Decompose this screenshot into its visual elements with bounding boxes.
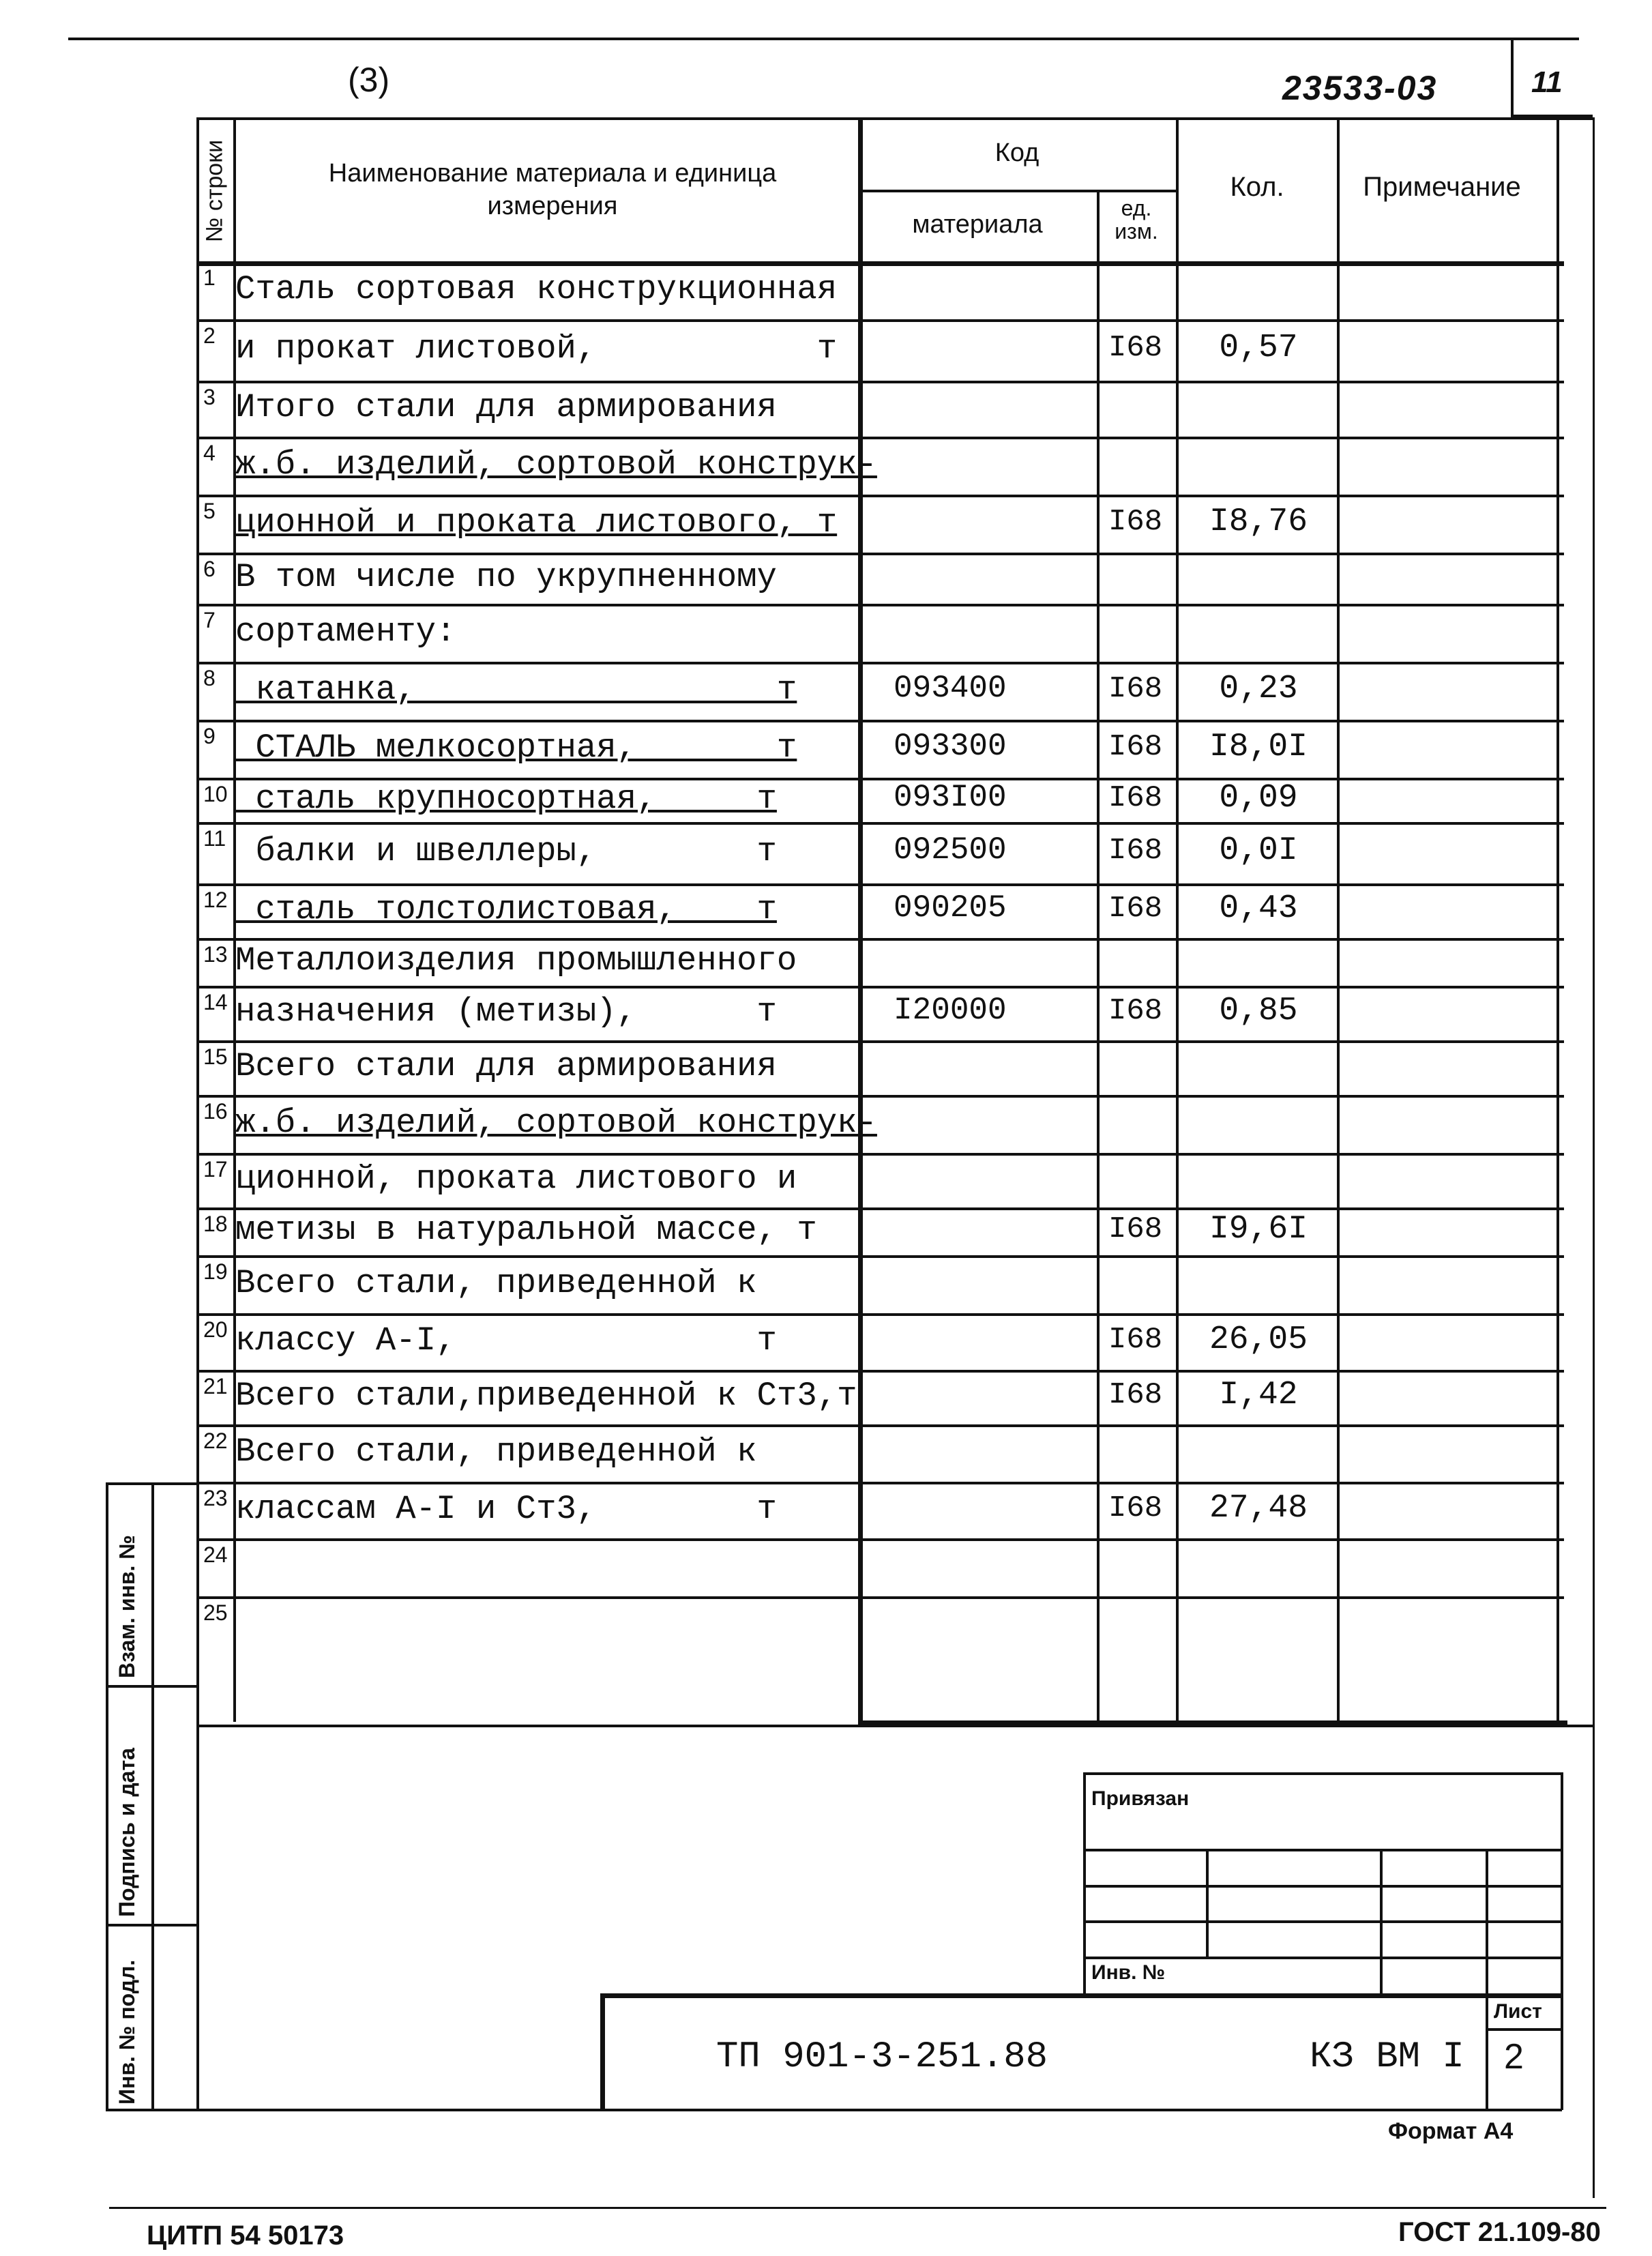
material-name: сортаменту: [235, 612, 456, 651]
sheet-value: 2 [1504, 2037, 1524, 2077]
quantity: I8,76 [1209, 503, 1308, 540]
sheet-label-line [1486, 2028, 1561, 2031]
material-name: сталь толстолистовая, т [235, 890, 777, 928]
row-separator [196, 1207, 1564, 1210]
row-number: 14 [203, 990, 228, 1014]
left-frame-border [196, 117, 199, 2109]
row-separator [196, 437, 1564, 439]
row-separator [196, 495, 1564, 497]
quantity: I9,6I [1209, 1211, 1308, 1248]
row-separator [196, 1596, 1564, 1599]
row-number: 11 [203, 826, 226, 851]
table-top-border [196, 117, 1595, 120]
material-name: Всего стали, приведенной к [235, 1263, 757, 1302]
material-name: Всего стали для армирования [235, 1047, 777, 1085]
row-number: 22 [203, 1429, 228, 1453]
row-separator [196, 720, 1564, 722]
unit-code: I68 [1108, 994, 1163, 1028]
top-border-line [68, 38, 1579, 40]
unit-code: I68 [1108, 834, 1163, 868]
quantity: 0,0I [1219, 832, 1298, 869]
header-bottom-border [196, 261, 1564, 266]
stamp-grid-h3 [1083, 1920, 1561, 1923]
row-number: 13 [203, 942, 228, 967]
row-number: 21 [203, 1374, 228, 1398]
stamp-attached-left [1083, 1772, 1086, 1994]
side-block-sep1 [106, 1685, 196, 1688]
material-code-header: материала [912, 210, 1043, 239]
material-name: ж.б. изделий, сортовой конструк- [235, 1103, 877, 1142]
material-name: сталь крупносортная, т [235, 779, 777, 818]
code-header: Код [994, 138, 1039, 167]
row-separator [196, 986, 1564, 988]
name-header: Наименование материала и единица измерения [328, 159, 777, 220]
row-separator [196, 1424, 1564, 1427]
material-code: 093I00 [894, 779, 1007, 815]
row-number: 5 [203, 499, 216, 523]
material-name: балки и швеллеры, т [235, 832, 777, 870]
row-separator [196, 1313, 1564, 1316]
sheet-box-divider [1511, 38, 1514, 116]
row-separator [196, 1153, 1564, 1156]
title-block-top [600, 1993, 1562, 1998]
quantity-header: Кол. [1230, 172, 1284, 202]
document-mark: КЗ ВМ I [1310, 2036, 1464, 2078]
material-name: Всего стали,приведенной к Ст3,т [235, 1377, 857, 1415]
row-number: 25 [203, 1600, 228, 1625]
document-code: 23533-03 [1282, 69, 1438, 107]
material-name: СТАЛЬ мелкосортная, т [235, 728, 797, 767]
row-number: 1 [203, 265, 216, 290]
unit-code: I68 [1108, 780, 1163, 815]
row-separator [196, 1095, 1564, 1098]
row-separator [196, 1370, 1564, 1373]
stamp-grid-v1 [1206, 1849, 1209, 1957]
row-number: 6 [203, 557, 216, 581]
quantity: I8,0I [1209, 728, 1308, 765]
stamp-grid-h1 [1083, 1849, 1561, 1851]
unit-code: I68 [1108, 1491, 1163, 1525]
material-name: классу А-I, т [235, 1321, 777, 1360]
row-number: 9 [203, 724, 216, 748]
side-label-replace-inv: Взам. инв. № [115, 1535, 139, 1678]
material-name: ционной, проката листового и [235, 1160, 797, 1198]
row-number: 16 [203, 1099, 228, 1124]
row-separator [196, 1482, 1564, 1484]
format-label: Формат А4 [1388, 2118, 1514, 2144]
material-code: 092500 [894, 832, 1007, 868]
side-label-orig-inv: Инв. № подл. [115, 1959, 139, 2105]
quantity: 0,43 [1219, 890, 1298, 927]
row-number: 17 [203, 1157, 228, 1182]
side-block-sep2 [106, 1924, 196, 1927]
material-name: классам А-I и Ст3, т [235, 1489, 777, 1528]
row-number: 8 [203, 666, 216, 690]
quantity: 0,85 [1219, 993, 1298, 1029]
row-number: 19 [203, 1259, 228, 1284]
quantity: 27,48 [1209, 1489, 1308, 1527]
inv-no-label: Инв. № [1091, 1961, 1166, 1984]
attached-label: Привязан [1091, 1787, 1190, 1810]
row-separator [196, 1538, 1564, 1541]
material-name: Итого стали для армирования [235, 388, 777, 426]
unit-code: I68 [1108, 729, 1163, 764]
unit-code: I68 [1108, 504, 1163, 539]
footer-line [109, 2207, 1606, 2209]
material-name: Металлоизделия промышленного [235, 941, 797, 980]
side-block-inner [151, 1482, 154, 2110]
right-frame-border [1593, 117, 1595, 2198]
row-separator [196, 319, 1564, 322]
row-separator [196, 604, 1564, 606]
row-separator [196, 938, 1564, 941]
unit-code: I68 [1108, 1322, 1163, 1357]
row-number: 4 [203, 441, 216, 465]
footer-left-code: ЦИТП 54 50173 [147, 2221, 344, 2251]
material-name: ционной и проката листового, т [235, 503, 838, 542]
title-block-bottom [196, 2109, 1562, 2111]
col-sep-code [1097, 190, 1100, 1722]
side-label-signature-date: Подпись и дата [115, 1748, 139, 1917]
unit-code-header: ед. изм. [1115, 196, 1158, 244]
sheet-label: Лист [1494, 2000, 1542, 2023]
unit-code: I68 [1108, 671, 1163, 706]
stamp-grid-h2 [1083, 1885, 1561, 1888]
stamp-grid-v2 [1380, 1849, 1383, 1994]
row-separator [196, 822, 1564, 825]
title-block-left [600, 1993, 605, 2111]
row-separator [196, 1255, 1564, 1258]
side-block-left [106, 1482, 108, 2110]
project-number: ТП 901-3-251.88 [716, 2036, 1048, 2078]
material-name: и прокат листовой, т [235, 329, 838, 368]
row-number: 23 [203, 1486, 228, 1510]
quantity: 0,23 [1219, 670, 1298, 707]
material-code: 093300 [894, 728, 1007, 764]
row-separator [196, 381, 1564, 383]
stamp-grid-v3 [1486, 1849, 1488, 2110]
quantity: 0,57 [1219, 329, 1298, 366]
material-name: Всего стали, приведенной к [235, 1433, 757, 1471]
material-name: назначения (метизы), т [235, 993, 777, 1031]
unit-code: I68 [1108, 892, 1163, 926]
row-separator [196, 1040, 1564, 1043]
stamp-grid-h4 [1083, 1957, 1561, 1959]
unit-code: I68 [1108, 1212, 1163, 1246]
row-number: 2 [203, 323, 216, 348]
row-number: 10 [203, 782, 228, 806]
material-code: 090205 [894, 890, 1007, 926]
row-number: 3 [203, 385, 216, 409]
quantity: 0,09 [1219, 779, 1298, 817]
side-block-top [106, 1482, 196, 1485]
quantity: I,42 [1219, 1377, 1298, 1413]
page-number: (3) [348, 61, 390, 99]
material-name: ж.б. изделий, сортовой конструк- [235, 445, 877, 484]
side-block-bottom [106, 2109, 196, 2111]
row-separator [196, 553, 1564, 555]
row-number: 18 [203, 1212, 228, 1236]
row-number: 12 [203, 888, 228, 912]
unit-code: I68 [1108, 331, 1163, 365]
row-number: 15 [203, 1044, 228, 1069]
footer-right-standard: ГОСТ 21.109-80 [1398, 2217, 1601, 2247]
sheet-number-top: 11 [1531, 65, 1563, 99]
unit-code: I68 [1108, 1378, 1163, 1412]
row-number-header: № строки [201, 139, 228, 243]
material-name: Сталь сортовая конструкционная [235, 269, 838, 308]
row-number: 7 [203, 608, 216, 632]
row-separator [196, 662, 1564, 664]
material-name: метизы в натуральной массе, т [235, 1211, 817, 1249]
row-number: 20 [203, 1317, 228, 1342]
material-name: В том числе по укрупненному [235, 557, 777, 596]
form-bottom-line [196, 1725, 1595, 1727]
note-header: Примечание [1363, 172, 1521, 202]
row-number: 24 [203, 1542, 228, 1567]
quantity: 26,05 [1209, 1321, 1308, 1358]
stamp-attached-top [1083, 1772, 1561, 1775]
row-separator [196, 883, 1564, 886]
material-code: 093400 [894, 670, 1007, 706]
material-name: катанка, т [235, 670, 797, 709]
material-code: I20000 [894, 993, 1007, 1028]
code-subheader-line [858, 190, 1176, 192]
stamp-attached-right [1561, 1772, 1563, 2110]
